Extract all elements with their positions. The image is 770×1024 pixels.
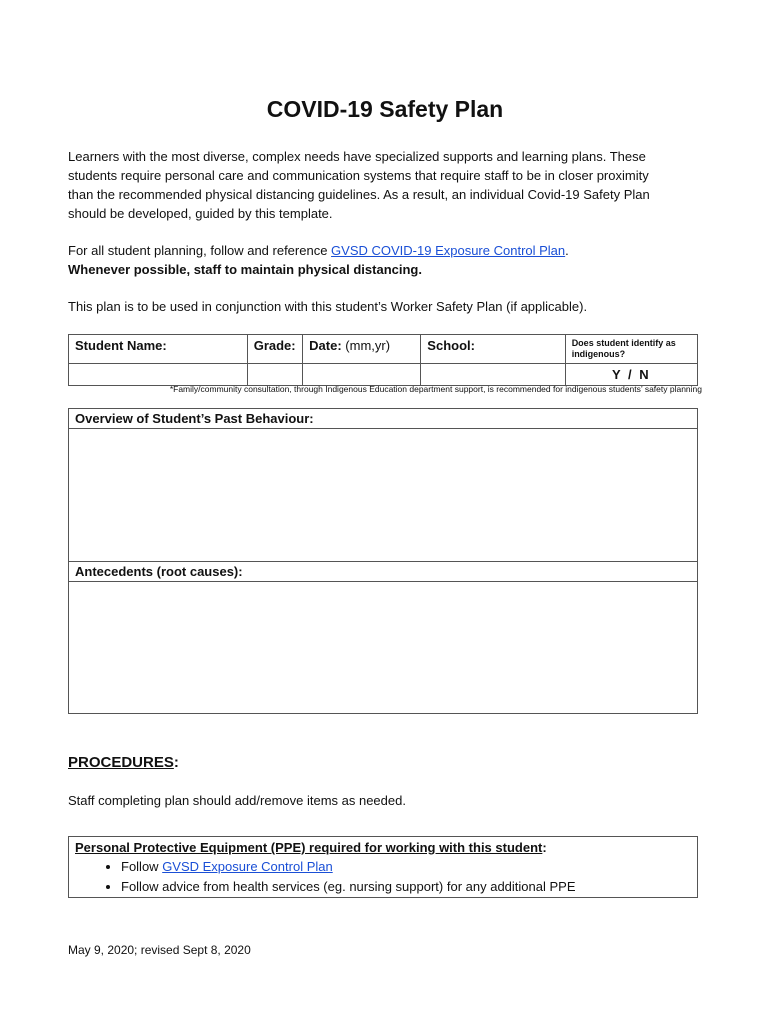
student-name-field[interactable] [69,364,248,386]
distancing-notice: Whenever possible, staff to maintain physical distancing. [68,262,422,277]
exposure-control-plan-link[interactable]: GVSD COVID-19 Exposure Control Plan [331,243,566,258]
overview-field[interactable] [69,429,697,561]
procedures-colon: : [173,754,179,771]
list-item [121,857,697,877]
student-name-label: Student Name: [69,335,248,364]
ppe-heading-colon: : [542,840,547,855]
antecedents-field[interactable] [69,582,697,713]
reference-prefix: For all student planning, follow and reference [68,243,332,258]
reference-suffix: . [565,243,569,258]
date-field[interactable] [303,364,421,386]
reference-paragraph [68,241,708,279]
date-format: (mm,yr) [341,338,391,353]
overview-box [68,408,698,562]
procedures-heading [68,754,179,771]
date-label: Date: [309,338,342,353]
document-title: COVID-19 Safety Plan [266,96,504,122]
exposure-plan-link[interactable]: GVSD Exposure Control Plan [162,859,333,874]
procedures-instruction: Staff completing plan should add/remove items as needed. [68,793,406,808]
procedures-heading-text: PROCEDURES [68,754,174,771]
ppe-item1-prefix: Follow [121,859,163,874]
overview-label: Overview of Student’s Past Behaviour: [69,409,697,429]
antecedents-box [68,561,698,714]
antecedents-label: Antecedents (root causes): [69,562,697,582]
ppe-list [69,857,697,897]
footer-date: May 9, 2020; revised Sept 8, 2020 [68,943,251,957]
school-field[interactable] [421,364,565,386]
student-info-table [68,334,698,386]
school-label: School: [421,335,565,364]
grade-field[interactable] [247,364,302,386]
intro-line: than the recommended physical distancing guidelines. As a result, an individual Covid-19 Safety Plan [68,187,650,202]
ppe-heading: Personal Protective Equipment (PPE) required for working with this student [75,840,543,855]
indigenous-yn[interactable]: Y / N [565,364,697,386]
intro-line: Learners with the most diverse, complex needs have specialized supports and learning plans. These [68,149,646,164]
intro-line: should be developed, guided by this template. [68,206,333,221]
grade-label: Grade: [247,335,302,364]
ppe-box [68,836,698,898]
indigenous-question: Does student identify as indigenous? [565,335,697,364]
date-cell [303,335,421,364]
list-item: • Follow advice from health services (eg. nursing support) for any additional PPE [121,877,697,897]
conjunction-text: This plan is to be used in conjunction with this student’s Worker Safety Plan (if applicable). [68,299,588,314]
intro-line: students require personal care and communication systems that require staff to be in closer proximity [68,168,649,183]
intro-paragraph [68,147,708,223]
indigenous-note: *Family/community consultation, through Indigenous Education department support, is recommended for indigenous students’ safety planning [169,384,702,394]
